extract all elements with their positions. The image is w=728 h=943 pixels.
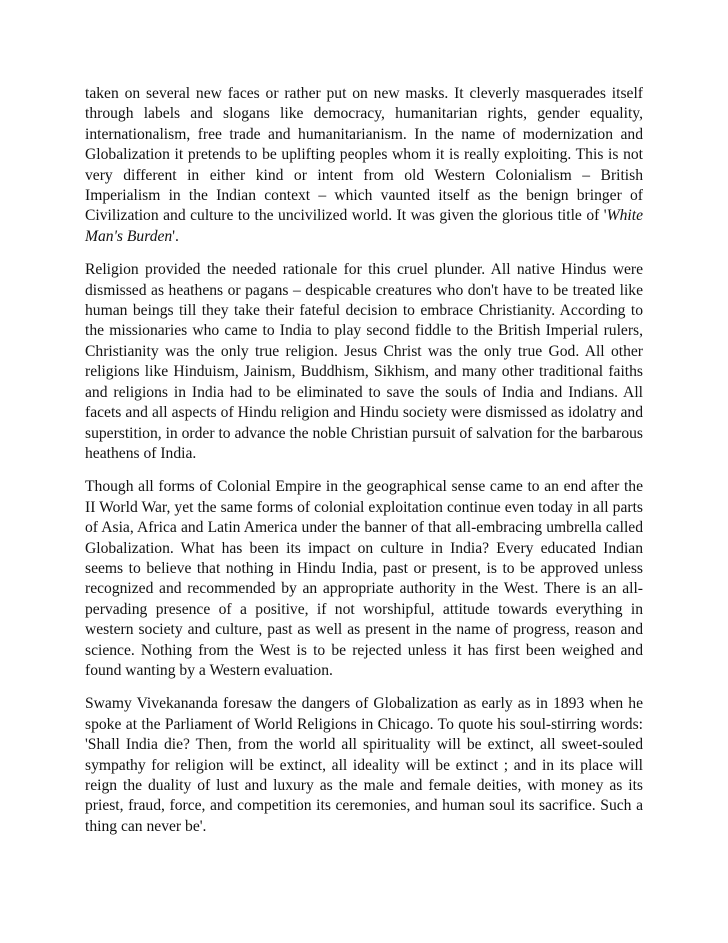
paragraph-1-text-after: '.	[172, 227, 179, 245]
white-mans-burden-emphasis: White Man's Burden	[85, 207, 643, 245]
paragraph-1	[85, 84, 643, 247]
paragraph-3: Though all forms of Colonial Empire in the geographical sense came to an end after the II World War, yet the same forms of colonial exploitation continue even today in all parts of Asia, Africa and Latin America under the banner of that all-embracing umbrella called Globalization. What has been its impact on culture in India? Every educated Indian seems to believe that nothing in Hindu India, past or present, is to be approved unless recognized and recommended by an appropriate authority in the West. There is an all-pervading presence of a positive, if not worshipful, attitude towards everything in western society and culture, past as well as present in the name of progress, reason and science. Nothing from the West is to be rejected unless it has first been weighed and found wanting by a Western evaluation.	[85, 478, 643, 679]
paragraph-2: Religion provided the needed rationale for this cruel plunder. All native Hindus were dismissed as heathens or pagans – despicable creatures who don't have to be treated like human beings till they take their fateful decision to embrace Christianity. According to the missionaries who came to India to play second fiddle to the British Imperial rulers, Christianity was the only true religion. Jesus Christ was the only true God. All other religions like Hinduism, Jainism, Buddhism, Sikhism, and many other traditional faiths and religions in India had to be eliminated to save the souls of India and Indians. All facets and all aspects of Hindu religion and Hindu society were dismissed as idolatry and superstition, in order to advance the noble Christian pursuit of salvation for the barbarous heathens of India.	[85, 261, 643, 462]
paragraph-4: Swamy Vivekananda foresaw the dangers of Globalization as early as in 1893 when he spoke at the Parliament of World Religions in Chicago. To quote his soul-stirring words: 'Shall India die? Then, from the world all spirituality will be extinct, all sweet-souled sympathy for religion will be extinct, all ideality will be extinct ; and in its place will reign the duality of lust and luxury as the male and female deities, with money as its priest, fraud, force, and competition its ceremonies, and human soul its sacrifice. Such a thing can never be'.	[85, 695, 643, 835]
paragraph-1-text-before: taken on several new faces or rather put on new masks. It cleverly masquerades itself through labels and slogans like democracy, humanitarian rights, gender equality, internationalism, free trade and humanitarianism. In the name of modernization and Globalization it pretends to be uplifting peoples whom it is really exploiting. This is not very different in either kind or intent from old Western Colonialism – British Imperialism in the Indian context – which vaunted itself as the benign bringer of Civilization and culture to the uncivilized world. It was given the glorious title of '	[85, 85, 643, 225]
document-page	[85, 84, 643, 837]
